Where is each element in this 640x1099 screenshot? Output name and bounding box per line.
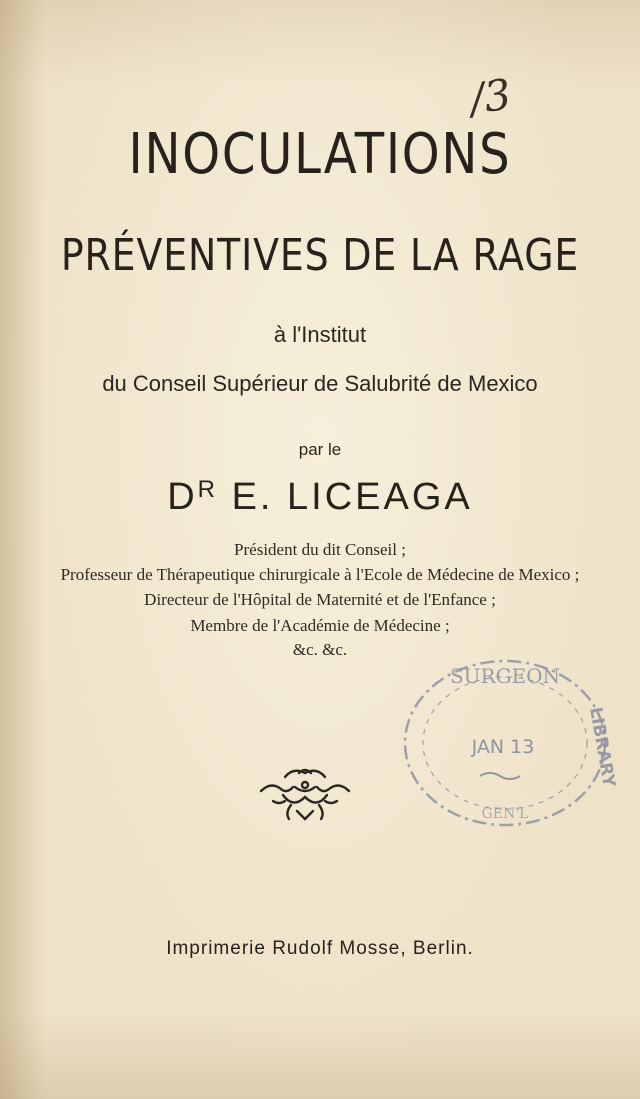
title-line-2: PRÉVENTIVES DE LA RAGE	[60, 230, 580, 281]
stamp-date: JAN 13	[471, 736, 535, 758]
imprint: Imprimerie Rudolf Mosse, Berlin.	[166, 938, 474, 959]
author-prefix: D	[167, 476, 198, 518]
credential-line-2: Professeur de Thérapeutique chirurgicale à l'Ecole de Médecine de Mexico ;	[60, 565, 580, 584]
stamp-side-text: LIBRARY	[585, 705, 619, 789]
printers-ornament	[255, 765, 355, 825]
credential-line-5: &c. &c.	[292, 640, 348, 659]
handwritten-shelfmark: /3	[466, 69, 515, 124]
title-line-1: INOCULATIONS	[128, 122, 512, 187]
institute-line: à l'Institut	[273, 322, 367, 347]
by-line: par le	[298, 440, 342, 459]
credential-line-3: Directeur de l'Hôpital de Maternité et de l'Enfance ;	[144, 590, 496, 609]
credential-line-1: Président du dit Conseil ;	[234, 540, 406, 559]
library-stamp	[395, 648, 619, 838]
author-prefix-sup: R	[197, 476, 219, 503]
stamp-bottom-text: GEN'L	[481, 806, 529, 822]
credential-line-4: Membre de l'Académie de Médecine ;	[190, 616, 450, 635]
author-name	[0, 476, 640, 519]
council-line: du Conseil Supérieur de Salubrité de Mexico	[102, 371, 538, 396]
stamp-top-text: SURGEON	[449, 664, 561, 688]
author-surname: E. LICEAGA	[231, 476, 473, 518]
